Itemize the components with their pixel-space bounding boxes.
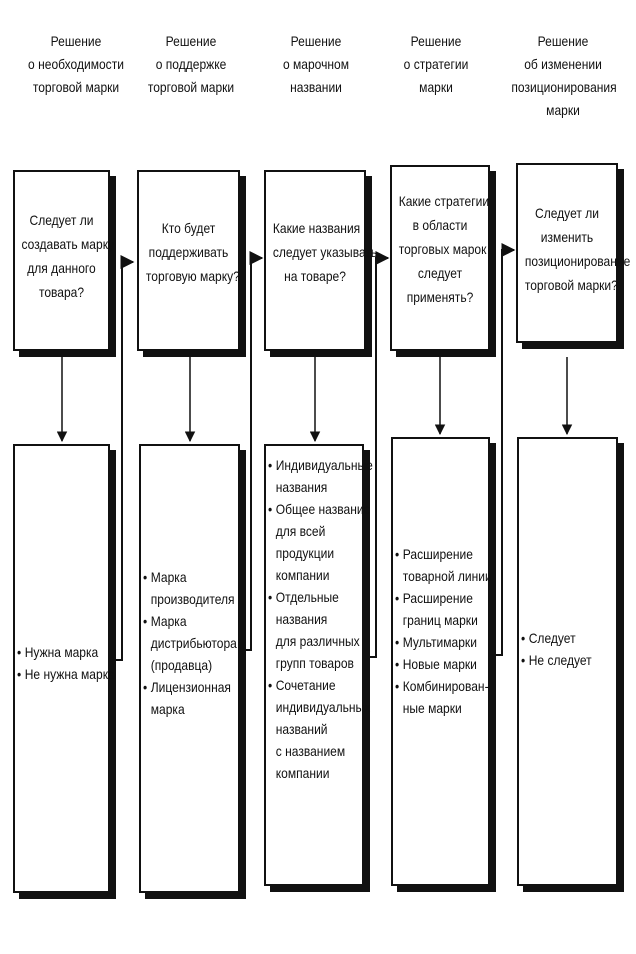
option-line: групп товаров [275,655,354,671]
header-line: о стратегии [403,56,469,72]
option-line: Нужна марка [24,644,99,660]
header-line: об изменении [524,56,602,72]
option-line: ные марки [402,700,462,716]
question-line: создавать марку [21,236,115,252]
option-line: Расширение [402,590,473,606]
list-item: • Марка производителя [143,566,225,610]
list-item: • Мультимарки [395,631,475,653]
option-line: Не следует [528,652,592,668]
header-line: Решение [50,33,102,49]
header-line: торговой марки [147,79,235,95]
option-line: (продавца) [150,657,213,673]
question-line: следует [417,265,463,281]
list-item: • Расширение товарной линии [395,543,475,587]
option-line: для различных [275,633,360,649]
options-box-support [139,444,240,893]
option-line: Комбинирован- [402,678,489,694]
question-line: поддерживать [148,244,229,260]
question-line: Какие стратегии [398,193,490,209]
header-line: названии [290,79,342,95]
option-line: названий [275,721,328,737]
option-line: Расширение [402,546,473,562]
option-line: компании [275,765,330,781]
option-line: Не нужна марка [24,666,115,682]
header-line: торговой марки [32,79,120,95]
question-line: Следует ли [535,205,599,221]
header-line: о марочном [282,56,350,72]
option-line: Мультимарки [402,634,477,650]
list-item: • Не нужна марка [17,663,95,685]
option-line: для всей [275,523,326,539]
header-line: о поддержке [155,56,227,72]
question-line: Кто будет [161,220,216,236]
question-line: в области [412,217,468,233]
option-line: Сочетание [275,677,336,693]
question-line: позиционирование [524,253,631,269]
list-item: • Сочетание индивидуальных названий с названием компании [268,674,349,784]
header-line: марки [546,102,580,118]
connector-strategy-to-repositioning [490,250,514,655]
question-box-strategy [390,165,490,351]
question-text [524,201,631,297]
header-line: Решение [537,33,589,49]
question-line: Какие названия [272,220,361,236]
header-line: позиционирования [511,79,617,95]
question-line: следует указывать [272,244,378,260]
list-item: • Общее название для всей продукции компании [268,498,349,586]
question-text [398,189,490,309]
options-list [521,627,603,671]
option-line: названия [275,611,328,627]
option-line: названия [275,479,328,495]
question-box-repositioning [516,163,631,343]
question-line: изменить [540,229,594,245]
option-line: границ марки [402,612,478,628]
option-line: продукции [275,545,335,561]
list-item: • Отдельные названия для различных групп товаров [268,586,349,674]
list-item: • Марка дистрибьютора (продавца) [143,610,225,676]
options-box-necessity [13,444,115,893]
question-line: торговых марок [398,241,487,257]
option-line: Общее название [275,501,371,517]
option-line: Отдельные [275,589,339,605]
question-line: торговой марки? [524,277,618,293]
options-list [143,566,237,720]
option-line: индивидуальных [275,699,371,715]
header-line: о необходимости [28,56,124,72]
question-text [272,216,378,288]
list-item: • Новые марки [395,653,475,675]
question-line: для данного [27,260,96,276]
header-line: Решение [165,33,217,49]
question-text [145,216,240,288]
option-line: марка [150,701,185,717]
list-item: • Следует [521,627,603,649]
options-list [17,641,115,685]
header-line: марки [419,79,453,95]
option-line: товарной линии [402,568,492,584]
list-item: • Индивидуальные названия [268,454,349,498]
list-item: • Не следует [521,649,603,671]
option-line: компании [275,567,330,583]
option-line: Марка [150,569,187,585]
option-line: Марка [150,613,187,629]
option-line: Следует [528,630,576,646]
option-line: Индивидуальные [275,457,373,473]
options-list [268,454,373,784]
question-line: применять? [406,289,474,305]
question-text [21,208,115,304]
options-list [395,543,492,719]
question-box-brand-name [264,170,378,351]
option-line: дистрибьютора [150,635,237,651]
question-box-necessity [13,170,115,351]
list-item: • Лицензионная марка [143,676,225,720]
options-box-repositioning [517,437,618,886]
question-box-support [137,170,240,351]
question-line: торговую марку? [145,268,240,284]
list-item: • Расширение границ марки [395,587,475,631]
options-box-brand-name [264,444,373,886]
option-line: производителя [150,591,235,607]
question-line: на товаре? [284,268,346,284]
list-item: • Нужна марка [17,641,95,663]
connector-support-to-brand-name [240,258,262,650]
header-line: Решение [410,33,462,49]
header-line: Решение [290,33,342,49]
connector-necessity-to-support [110,262,133,660]
option-line: с названием [275,743,346,759]
option-line: Лицензионная [150,679,231,695]
question-line: товара? [38,284,85,300]
option-line: Новые марки [402,656,477,672]
question-line: Следует ли [29,212,94,228]
list-item: • Комбинирован- ные марки [395,675,475,719]
options-box-strategy [391,437,490,886]
